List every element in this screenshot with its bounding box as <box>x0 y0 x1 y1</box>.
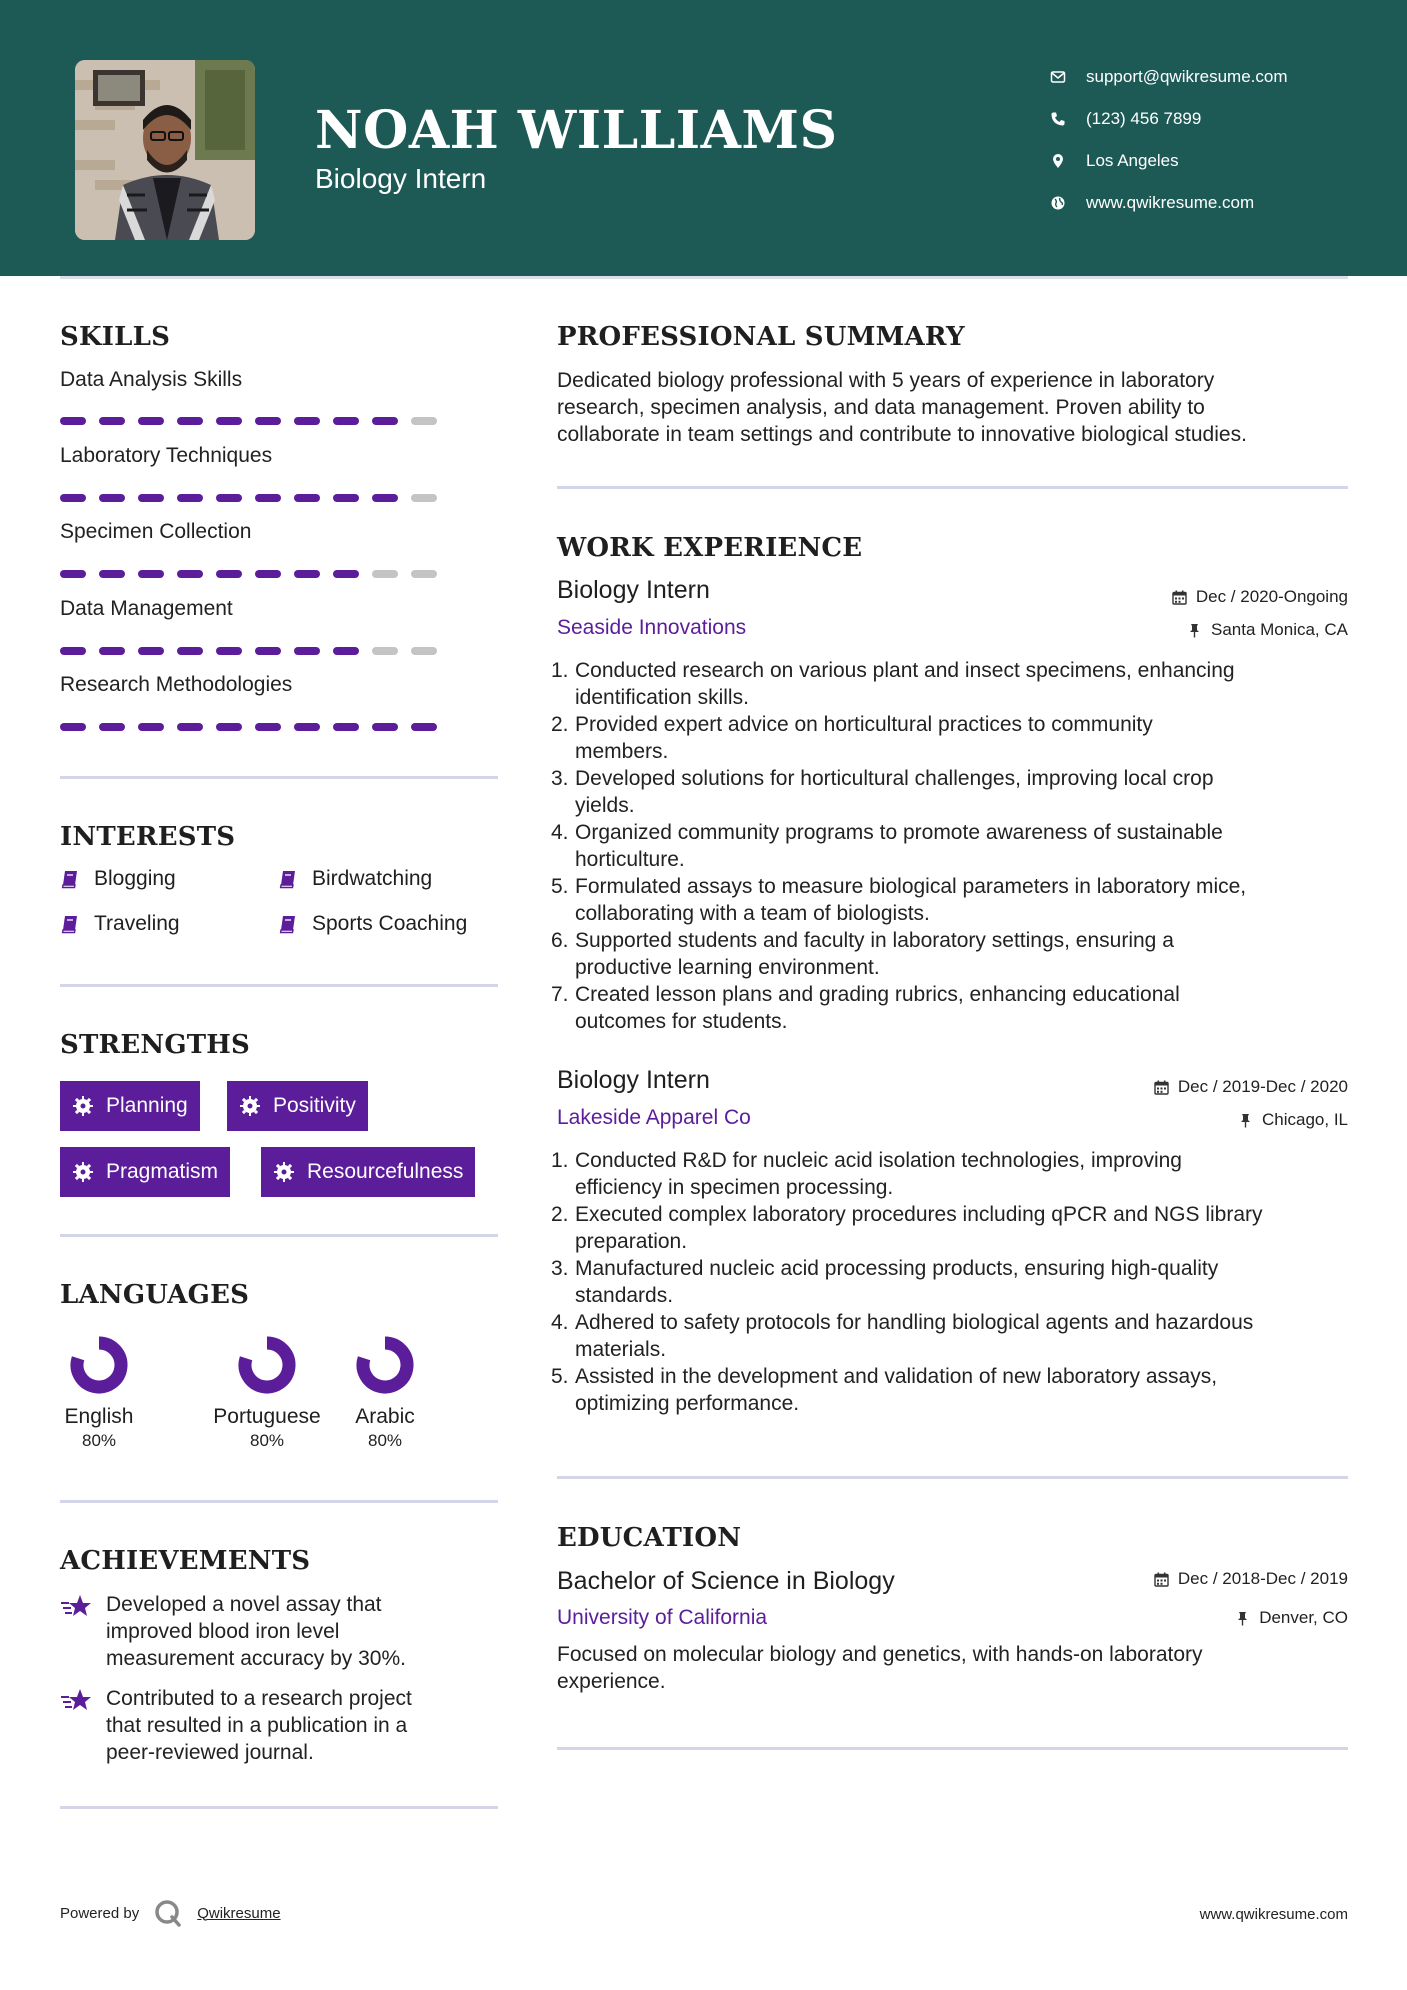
skill-dash <box>255 723 281 731</box>
skill-dash <box>216 570 242 578</box>
book-icon <box>278 869 298 889</box>
contact-phone-text[interactable]: (123) 456 7899 <box>1086 109 1202 128</box>
skill-name: Specimen Collection <box>60 520 252 543</box>
language-ring-arc <box>363 1343 407 1387</box>
interest-label: Traveling <box>94 912 180 935</box>
bullet-line: horticulture. <box>575 848 685 871</box>
gear-icon <box>72 1161 94 1183</box>
bullet-line: productive learning environment. <box>575 956 880 979</box>
skill-level-bar <box>60 647 437 655</box>
section-divider <box>557 1747 1348 1750</box>
bullet-line: Conducted R&D for nucleic acid isolation technologies, improving <box>575 1149 1182 1172</box>
job-bullets <box>553 657 1353 1035</box>
contact-email-text[interactable]: support@qwikresume.com <box>1086 67 1288 86</box>
footer-branding <box>60 1898 281 1928</box>
strength-badge <box>227 1081 368 1131</box>
list-item: 5. Assisted in the development and validation of new laboratory assays, optimizing performance. <box>553 1363 1353 1417</box>
school-name: University of California <box>557 1606 768 1629</box>
summary-text <box>557 367 1357 448</box>
bullet-line: yields. <box>575 794 635 817</box>
bullet-line: outcomes for students. <box>575 1010 788 1033</box>
job-location <box>1238 1110 1348 1130</box>
job-date <box>1172 587 1348 607</box>
skill-dash <box>138 417 164 425</box>
profile-photo <box>75 60 255 240</box>
language-name: Arabic <box>355 1405 415 1428</box>
job-location-text: Santa Monica, CA <box>1210 620 1348 639</box>
book-icon <box>278 914 298 934</box>
skill-dash <box>255 417 281 425</box>
skill-dash <box>411 570 437 578</box>
skill-dash <box>216 494 242 502</box>
language-ring-arc <box>77 1343 121 1387</box>
list-item: 4. Organized community programs to promote awareness of sustainable horticulture. <box>553 819 1353 873</box>
bullet-line: Developed solutions for horticultural challenges, improving local crop <box>575 767 1214 790</box>
star-icon <box>60 1687 92 1715</box>
section-divider <box>60 776 498 779</box>
bullet-line: Assisted in the development and validation of new laboratory assays, <box>575 1365 1218 1388</box>
bullet-line: materials. <box>575 1338 667 1361</box>
education-date-text: Dec / 2018-Dec / 2019 <box>1177 1569 1348 1588</box>
language-ring <box>67 1333 131 1397</box>
section-divider <box>557 486 1348 489</box>
skill-dash <box>333 417 359 425</box>
section-divider <box>60 1500 498 1503</box>
pushpin-icon <box>1187 623 1202 638</box>
strength-label: Planning <box>106 1094 188 1117</box>
list-item: 3. Manufactured nucleic acid processing products, ensuring high-quality standards. <box>553 1255 1353 1309</box>
skill-dash <box>255 494 281 502</box>
candidate-name: NOAH WILLIAMS <box>315 100 838 161</box>
language-percent: 80% <box>367 1431 403 1450</box>
section-divider <box>60 1234 498 1237</box>
strength-label: Resourcefulness <box>307 1160 464 1183</box>
education-title: EDUCATION <box>557 1523 742 1553</box>
bullet-line: Supported students and faculty in laboratory settings, ensuring a <box>575 929 1174 952</box>
calendar-icon <box>1154 1572 1169 1587</box>
summary-line: research, specimen analysis, and data management. Proven ability to <box>557 396 1205 419</box>
skill-dash <box>372 723 398 731</box>
achievements-title: ACHIEVEMENTS <box>60 1546 311 1576</box>
language-ring <box>235 1333 299 1397</box>
interest-item <box>278 867 432 891</box>
job-date-text: Dec / 2020-Ongoing <box>1195 587 1348 606</box>
skill-dash <box>411 494 437 502</box>
skill-dash <box>216 647 242 655</box>
list-item: 1. Conducted R&D for nucleic acid isolation technologies, improving efficiency in specimen processing. <box>553 1147 1353 1201</box>
degree-title: Bachelor of Science in Biology <box>557 1567 895 1595</box>
skill-dash <box>60 647 86 655</box>
skill-level-bar <box>60 417 437 425</box>
list-item: 3. Developed solutions for horticultural challenges, improving local crop yields. <box>553 765 1353 819</box>
contact-website-text[interactable]: www.qwikresume.com <box>1086 193 1255 212</box>
interest-item <box>278 912 467 936</box>
skill-dash <box>333 570 359 578</box>
language-name: English <box>64 1405 134 1428</box>
languages-title: LANGUAGES <box>60 1280 250 1310</box>
skill-name: Research Methodologies <box>60 673 293 696</box>
education-date <box>1154 1569 1348 1589</box>
contact-email[interactable] <box>1050 56 1390 98</box>
skill-dash <box>294 723 320 731</box>
skill-level-bar <box>60 494 437 502</box>
education-line: experience. <box>557 1670 666 1693</box>
contact-list <box>1050 56 1390 224</box>
job-title: Biology Intern <box>557 576 710 604</box>
phone-icon <box>1050 111 1086 127</box>
calendar-icon <box>1154 1080 1169 1095</box>
education-location-text: Denver, CO <box>1259 1608 1348 1627</box>
bullet-line: Formulated assays to measure biological parameters in laboratory mice, <box>575 875 1247 898</box>
section-divider <box>557 1476 1348 1479</box>
list-item: 5. Formulated assays to measure biological parameters in laboratory mice, collaborating with a team of biologists. <box>553 873 1353 927</box>
achievement-item <box>60 1685 480 1766</box>
section-divider <box>60 1806 498 1809</box>
education-line: Focused on molecular biology and genetics, with hands-on laboratory <box>557 1643 1203 1666</box>
achievement-line: peer-reviewed journal. <box>106 1741 314 1764</box>
skill-dash <box>60 417 86 425</box>
bullet-line: identification skills. <box>575 686 749 709</box>
skill-dash <box>60 723 86 731</box>
language-percent: 80% <box>81 1431 117 1450</box>
bullet-line: collaborating with a team of biologists. <box>575 902 930 925</box>
qwikresume-logo-icon <box>153 1898 183 1928</box>
book-icon <box>60 869 80 889</box>
bullet-line: standards. <box>575 1284 674 1307</box>
interest-label: Sports Coaching <box>312 912 468 935</box>
bullet-line: Organized community programs to promote awareness of sustainable <box>575 821 1223 844</box>
job-location <box>1187 620 1348 640</box>
education-description <box>557 1641 1357 1695</box>
strength-badge <box>60 1147 230 1197</box>
gear-icon <box>72 1095 94 1117</box>
candidate-role: Biology Intern <box>315 163 487 194</box>
language-name: Portuguese <box>213 1405 321 1428</box>
job-title: Biology Intern <box>557 1066 710 1094</box>
list-item: 7. Created lesson plans and grading rubrics, enhancing educational outcomes for students. <box>553 981 1353 1035</box>
bullet-line: Conducted research on various plant and insect specimens, enhancing <box>575 659 1235 682</box>
strength-badge <box>60 1081 200 1131</box>
skill-dash <box>333 494 359 502</box>
skill-dash <box>255 570 281 578</box>
list-item: 2. Provided expert advice on horticultural practices to community members. <box>553 711 1353 765</box>
strength-badge <box>261 1147 475 1197</box>
bullet-line: members. <box>575 740 669 763</box>
skill-dash <box>333 723 359 731</box>
language-ring <box>353 1333 417 1397</box>
education-location <box>1235 1608 1348 1628</box>
skill-dash <box>138 570 164 578</box>
pushpin-icon <box>1238 1113 1253 1128</box>
skill-dash <box>99 723 125 731</box>
skill-name: Data Analysis Skills <box>60 368 243 391</box>
interest-item <box>60 912 180 936</box>
job-date-text: Dec / 2019-Dec / 2020 <box>1177 1077 1348 1096</box>
globe-icon <box>1050 195 1086 211</box>
qwikresume-link[interactable]: Qwikresume <box>197 1904 281 1922</box>
contact-website[interactable] <box>1050 182 1390 224</box>
interests-title: INTERESTS <box>60 822 236 852</box>
language-percent: 80% <box>249 1431 285 1450</box>
bullet-line: Executed complex laboratory procedures including qPCR and NGS library <box>575 1203 1263 1226</box>
achievement-line: measurement accuracy by 30%. <box>106 1647 406 1670</box>
resume-header <box>0 0 1407 276</box>
skill-dash <box>138 494 164 502</box>
skill-dash <box>411 647 437 655</box>
job-bullets <box>553 1147 1353 1417</box>
skill-dash <box>372 570 398 578</box>
skill-dash <box>177 723 203 731</box>
book-icon <box>60 914 80 934</box>
skill-level-bar <box>60 723 437 731</box>
summary-title: PROFESSIONAL SUMMARY <box>557 322 965 352</box>
header-divider <box>60 276 1348 279</box>
skill-dash <box>372 494 398 502</box>
job-location-text: Chicago, IL <box>1262 1110 1348 1129</box>
skill-dash <box>333 647 359 655</box>
skill-dash <box>372 417 398 425</box>
skill-dash <box>99 570 125 578</box>
skill-dash <box>294 647 320 655</box>
skill-dash <box>60 494 86 502</box>
skill-dash <box>216 417 242 425</box>
skill-dash <box>177 494 203 502</box>
interest-label: Blogging <box>94 867 176 890</box>
skill-dash <box>294 570 320 578</box>
language-ring-arc <box>245 1343 289 1387</box>
skill-dash <box>177 570 203 578</box>
strengths-title: STRENGTHS <box>60 1030 251 1060</box>
contact-phone[interactable] <box>1050 98 1390 140</box>
skill-dash <box>60 570 86 578</box>
bullet-line: Manufactured nucleic acid processing products, ensuring high-quality <box>575 1257 1219 1280</box>
map-pin-icon <box>1050 153 1086 169</box>
bullet-line: preparation. <box>575 1230 688 1253</box>
skill-dash <box>411 723 437 731</box>
strength-label: Pragmatism <box>106 1160 219 1183</box>
skill-dash <box>372 647 398 655</box>
skill-dash <box>99 647 125 655</box>
gear-icon <box>239 1095 261 1117</box>
skill-dash <box>294 417 320 425</box>
skill-dash <box>216 723 242 731</box>
bullet-line: optimizing performance. <box>575 1392 800 1415</box>
list-item: 6. Supported students and faculty in laboratory settings, ensuring a productive learning environment. <box>553 927 1353 981</box>
strength-label: Positivity <box>273 1094 356 1117</box>
skill-dash <box>177 647 203 655</box>
pushpin-icon <box>1235 1611 1250 1626</box>
interest-label: Birdwatching <box>312 867 433 890</box>
section-divider <box>60 984 498 987</box>
achievement-line: Developed a novel assay that <box>106 1593 382 1616</box>
skills-title: SKILLS <box>60 322 171 352</box>
calendar-icon <box>1172 590 1187 605</box>
skill-name: Laboratory Techniques <box>60 444 273 467</box>
achievement-item <box>60 1591 480 1672</box>
skill-dash <box>255 647 281 655</box>
bullet-line: Adhered to safety protocols for handling biological agents and hazardous <box>575 1311 1254 1334</box>
powered-by-text: Powered by <box>60 1904 140 1922</box>
summary-line: collaborate in team settings and contribute to innovative biological studies. <box>557 423 1247 446</box>
star-icon <box>60 1593 92 1621</box>
achievement-line: Contributed to a research project <box>106 1687 412 1710</box>
skill-name: Data Management <box>60 597 233 620</box>
bullet-line: efficiency in specimen processing. <box>575 1176 894 1199</box>
contact-location <box>1050 140 1390 182</box>
bullet-line: Provided expert advice on horticultural practices to community <box>575 713 1153 736</box>
skill-dash <box>99 494 125 502</box>
footer-url[interactable]: www.qwikresume.com <box>1199 1906 1348 1923</box>
job-company: Seaside Innovations <box>557 616 747 639</box>
language-item <box>29 1333 169 1451</box>
job-date <box>1154 1077 1348 1097</box>
contact-location-text: Los Angeles <box>1086 151 1179 170</box>
language-item <box>315 1333 455 1451</box>
list-item: 4. Adhered to safety protocols for handling biological agents and hazardous materials. <box>553 1309 1353 1363</box>
summary-line: Dedicated biology professional with 5 years of experience in laboratory <box>557 369 1215 392</box>
skill-dash <box>177 417 203 425</box>
bullet-line: Created lesson plans and grading rubrics, enhancing educational <box>575 983 1180 1006</box>
job-company: Lakeside Apparel Co <box>557 1106 751 1129</box>
skill-level-bar <box>60 570 437 578</box>
achievement-line: improved blood iron level <box>106 1620 340 1643</box>
envelope-icon <box>1050 69 1086 85</box>
achievement-line: that resulted in a publication in a <box>106 1714 408 1737</box>
gear-icon <box>273 1161 295 1183</box>
skill-dash <box>138 723 164 731</box>
skill-dash <box>294 494 320 502</box>
interest-item <box>60 867 176 891</box>
skill-dash <box>138 647 164 655</box>
skill-dash <box>99 417 125 425</box>
experience-title: WORK EXPERIENCE <box>557 533 863 563</box>
skill-dash <box>411 417 437 425</box>
list-item: 1. Conducted research on various plant and insect specimens, enhancing identification skills. <box>553 657 1353 711</box>
list-item: 2. Executed complex laboratory procedures including qPCR and NGS library preparation. <box>553 1201 1353 1255</box>
